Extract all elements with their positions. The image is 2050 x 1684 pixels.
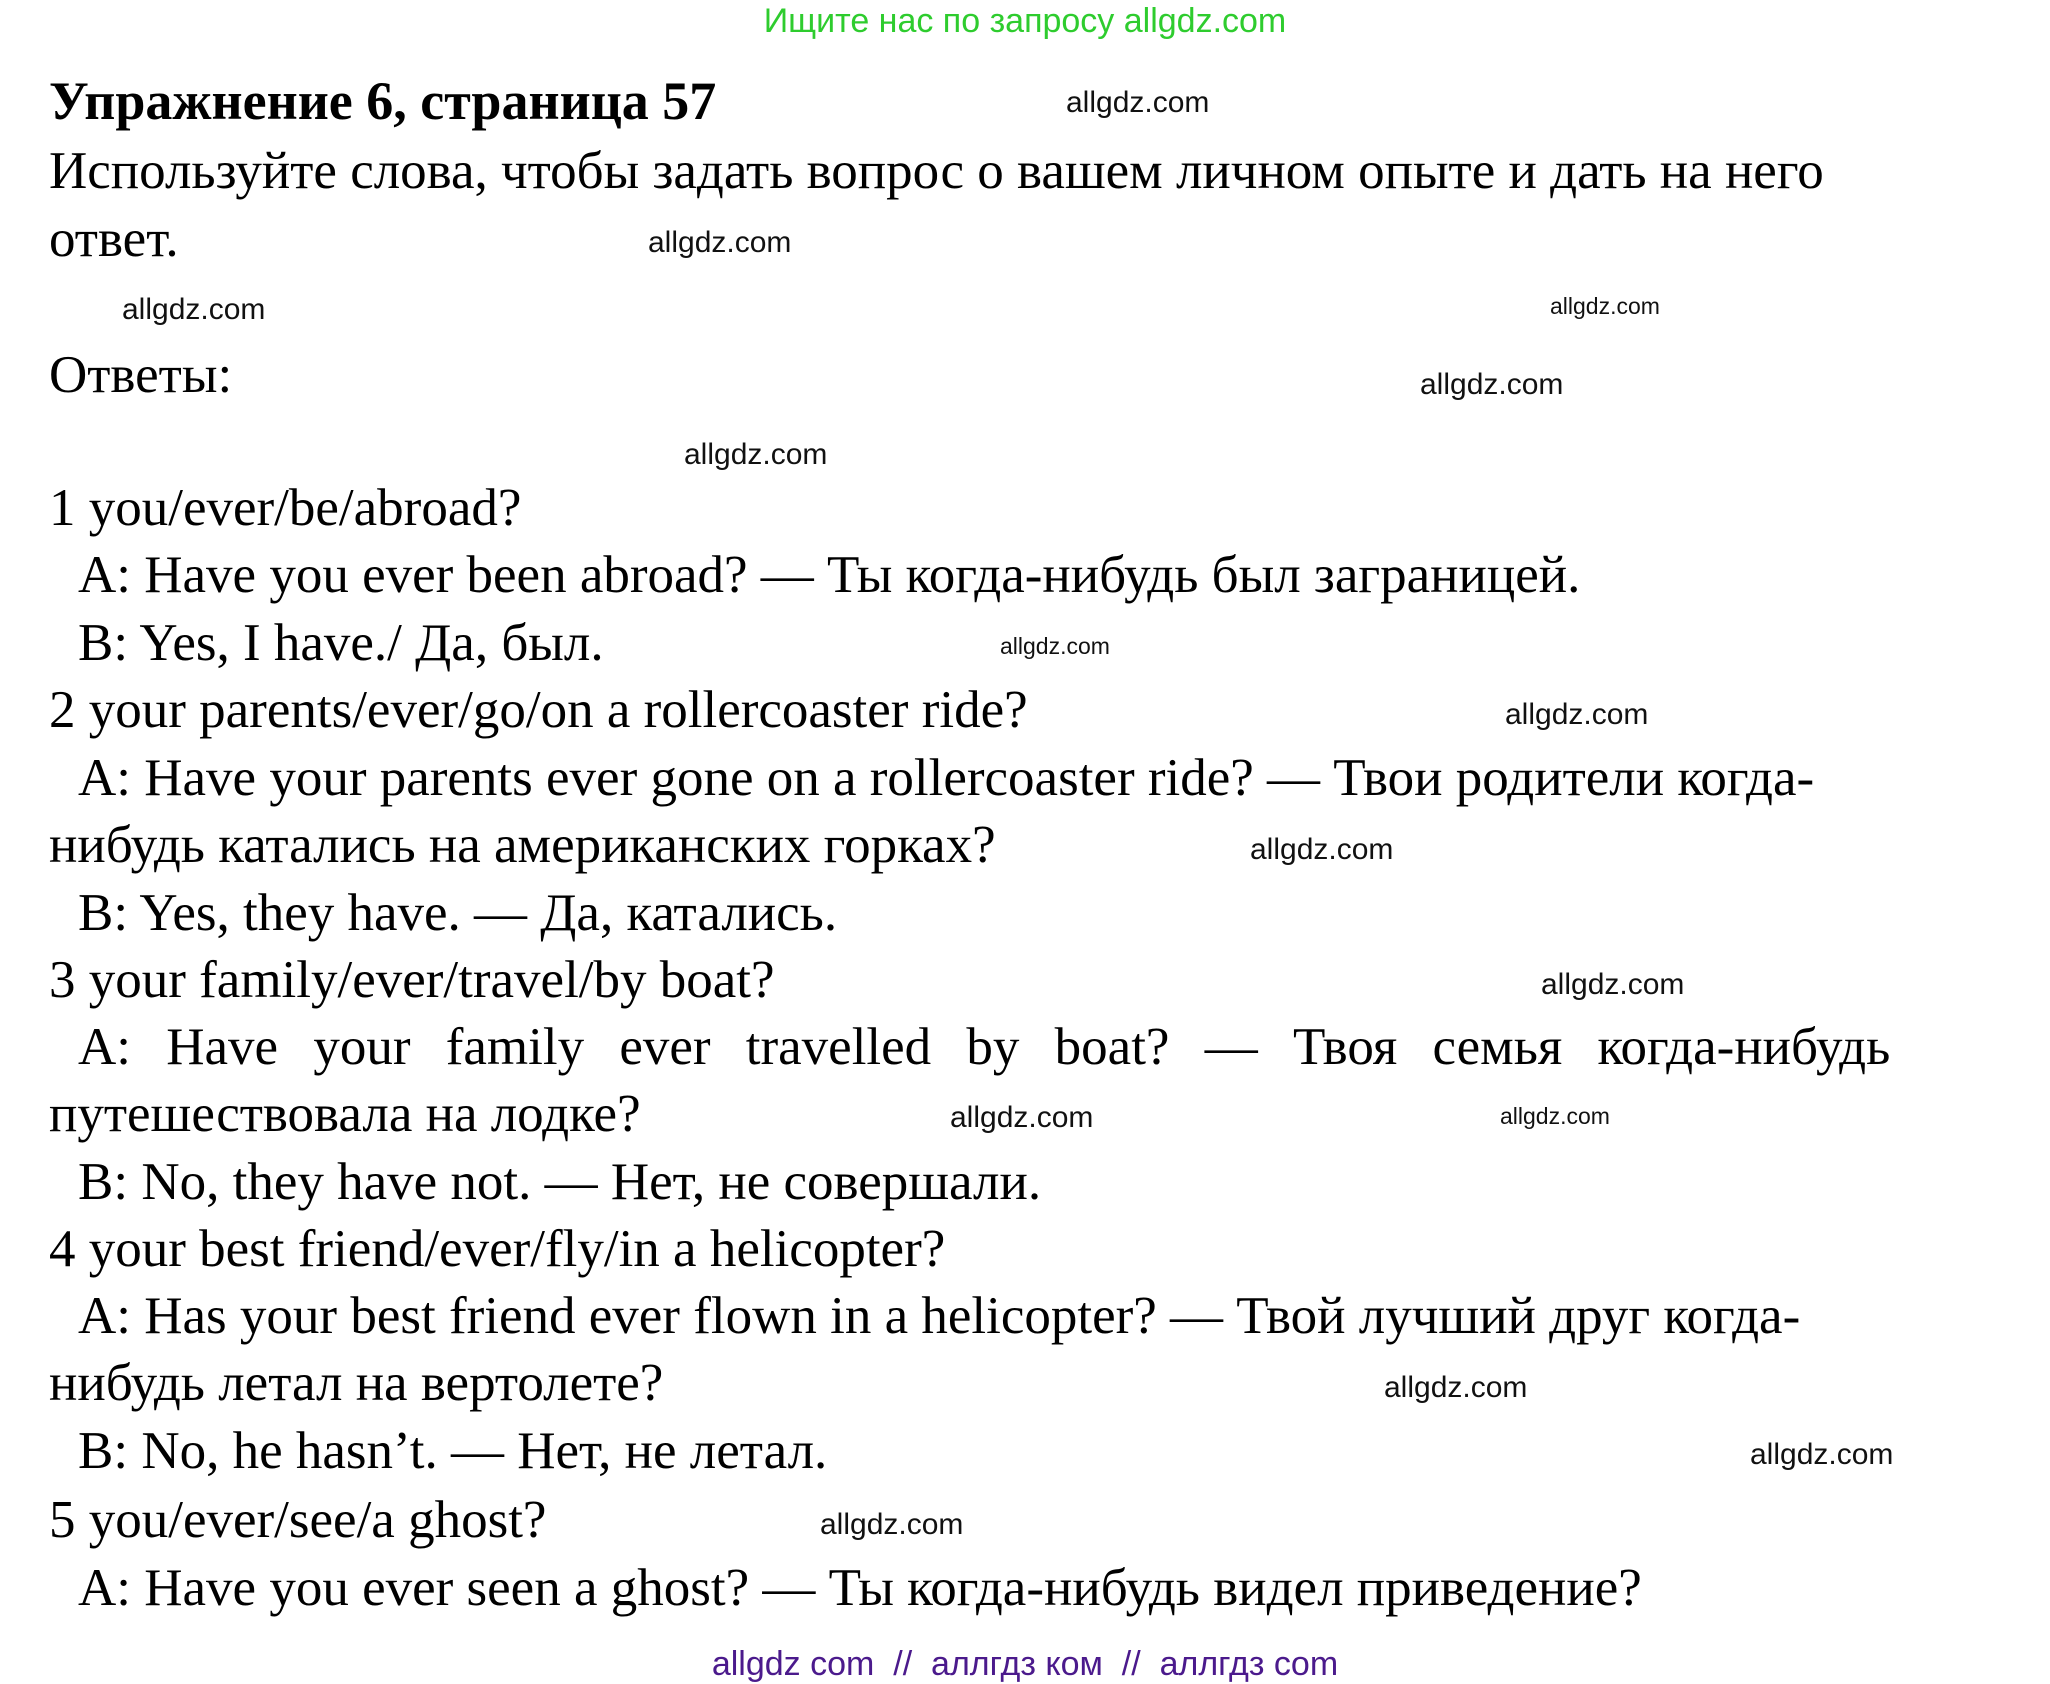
watermark: allgdz.com (1541, 968, 1685, 1001)
answer-a: A: Have you ever been abroad? — Ты когда-нибудь был заграницей. (78, 546, 1581, 604)
answer-a: A: Has your best friend ever flown in a helicopter? — Твой лучший друг когда- (78, 1287, 1801, 1345)
answer-b: B: No, he hasn’t. — Нет, не летал. (78, 1422, 828, 1480)
watermark: allgdz.com (1505, 698, 1649, 731)
footer-watermark: allgdz com // аллгдз ком // аллгдз com (711, 1645, 1339, 1683)
answers-label: Ответы: (49, 346, 233, 404)
watermark: allgdz.com (1250, 833, 1394, 866)
answer-a: нибудь летал на вертолете? (49, 1354, 664, 1412)
watermark: allgdz.com (1000, 633, 1110, 659)
watermark: allgdz.com (122, 293, 266, 326)
question: 1 you/ever/be/abroad? (49, 479, 522, 537)
watermark: allgdz.com (1384, 1371, 1528, 1404)
instruction-line: ответ. (49, 210, 179, 268)
answer-b: B: Yes, they have. — Да, катались. (78, 884, 838, 942)
answer-a: A: Have your parents ever gone on a rollercoaster ride? — Твои родители когда- (78, 749, 1815, 807)
answer-a: путешествовала на лодке? (49, 1085, 641, 1143)
answer-b: B: No, they have not. — Нет, не совершали. (78, 1153, 1042, 1211)
instruction-line: Используйте слова, чтобы задать вопрос о вашем личном опыте и дать на него (49, 142, 1824, 200)
answer-a: A: Have your family ever travelled by boat? — Твоя семья когда-нибудь (78, 1018, 1891, 1076)
question: 5 you/ever/see/a ghost? (49, 1491, 547, 1549)
watermark: allgdz.com (1066, 86, 1210, 119)
watermark: allgdz.com (1420, 368, 1564, 401)
watermark: allgdz.com (648, 226, 792, 259)
page-title: Упражнение 6, страница 57 (49, 71, 717, 131)
answer-a: A: Have you ever seen a ghost? — Ты когда-нибудь видел приведение? (78, 1559, 1642, 1617)
question: 2 your parents/ever/go/on a rollercoaster ride? (49, 681, 1028, 739)
watermark: allgdz.com (1750, 1438, 1894, 1471)
search-banner: Ищите нас по запросу allgdz.com (763, 2, 1287, 40)
answer-a: нибудь катались на американских горках? (49, 816, 996, 874)
watermark: allgdz.com (1550, 293, 1660, 319)
question: 3 your family/ever/travel/by boat? (49, 951, 775, 1009)
question: 4 your best friend/ever/fly/in a helicopter? (49, 1220, 946, 1278)
watermark: allgdz.com (820, 1508, 964, 1541)
watermark: allgdz.com (950, 1101, 1094, 1134)
watermark: allgdz.com (684, 438, 828, 471)
watermark: allgdz.com (1500, 1103, 1610, 1129)
answer-b: B: Yes, I have./ Да, был. (78, 614, 604, 672)
